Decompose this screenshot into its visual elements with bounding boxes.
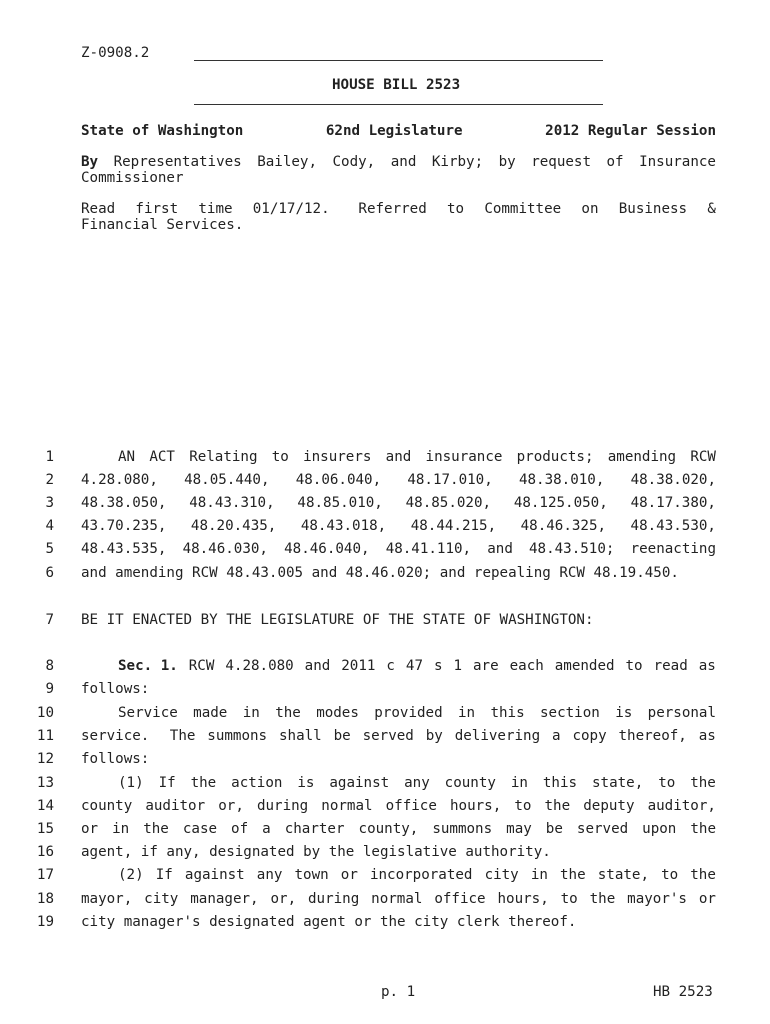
body-word: 48.38.020, [630,472,716,488]
document-id: Z-0908.2 [81,45,150,61]
body-word: to [658,775,676,791]
body-word: RCW [188,658,215,674]
body-word: office [385,798,437,814]
body-word: 48.17.010, [407,472,493,488]
read-word: time [198,201,233,217]
body-word: any [404,775,430,791]
body-word: county [81,798,133,814]
read-word: to [446,201,465,217]
body-word: (2) [118,867,144,883]
line-number: 16 [36,844,54,860]
body-word: RCW [690,449,716,465]
line-number: 4 [45,518,54,534]
body-line [81,821,716,837]
body-word: as [698,728,716,744]
body-word: 48.46.325, [520,518,607,534]
body-word: each [509,658,544,674]
footer-bill-ref: HB 2523 [653,984,713,1000]
body-word: against [329,775,390,791]
body-word: auditor, [647,798,716,814]
body-word: city [144,891,179,907]
read-word: Referred [349,201,427,217]
read-word: Committee [484,201,562,217]
body-word: city [484,867,519,883]
line-number: 9 [45,681,54,697]
body-word: 48.43.510; [529,541,615,557]
body-word: 48.125.050, [513,495,608,511]
session-header [81,123,716,139]
body-word: products; [516,449,594,465]
body-word: section [540,705,600,721]
body-word: AN [118,449,136,465]
body-word: hours, [497,891,549,907]
body-word: 48.46.030, [182,541,268,557]
body-word: Service [118,705,178,721]
body-word: the [544,798,571,814]
line-number: 11 [36,728,54,744]
sponsors-word: request [531,154,591,170]
body-word: c [386,658,395,674]
body-word: 48.44.215, [410,518,497,534]
body-word: a [262,821,271,837]
body-word: 48.43.530, [630,518,716,534]
body-word: 48.38.010, [518,472,605,488]
body-word: or [340,867,358,883]
body-line [81,518,716,534]
body-word: auditor [145,798,206,814]
body-word: amended [554,658,615,674]
body-word: any [256,867,283,883]
body-word: the [275,705,301,721]
body-word: or, [270,891,297,907]
read-first-time-line [81,201,716,217]
body-word: summons [207,728,268,744]
sponsors-word: by [498,154,516,170]
body-word: the [690,821,716,837]
body-word: to [661,867,679,883]
body-word: amending [607,449,677,465]
by-label: By [81,154,99,170]
body-word: state, [597,867,649,883]
read-word: on [581,201,599,217]
line-number: 19 [36,914,54,930]
body-word: office [434,891,486,907]
body-word: personal [647,705,716,721]
body-line [118,449,716,465]
body-line [118,705,716,721]
line-number: 14 [36,798,54,814]
read-word: 01/17/12. [252,201,330,217]
sponsors-word: Bailey, [257,154,318,170]
line-number: 15 [36,821,54,837]
body-line [118,867,716,883]
read-word: Read [81,201,116,217]
line-number: 8 [45,658,54,674]
body-word: county, [358,821,419,837]
body-word: provided [374,705,443,721]
body-word: the [690,867,716,883]
body-word: the [589,891,616,907]
sponsors-line-2: Commissioner [81,170,184,186]
body-word: may [506,821,532,837]
body-word: in [530,867,548,883]
body-word: reenacting [630,541,716,557]
body-word: be [545,821,563,837]
body-word: and [487,541,513,557]
body-word: hours, [449,798,502,814]
body-word: this [542,775,578,791]
body-word: 48.43.535, [81,541,167,557]
body-line-text: follows: [81,751,150,767]
body-word: If [155,867,173,883]
sponsors-word: Representatives [113,154,242,170]
body-word: summons [432,821,493,837]
body-word: service. [81,728,150,744]
body-word: 48.05.440, [184,472,270,488]
body-line [81,891,716,907]
body-word: during [256,798,309,814]
body-word: insurers [303,449,372,465]
body-word: in [242,705,260,721]
line-number: 2 [45,472,54,488]
body-word: or, [218,798,244,814]
body-word: served [362,728,414,744]
body-word: or [698,891,716,907]
body-word: modes [316,705,359,721]
body-word: 2011 [341,658,376,674]
line-number: 10 [36,705,54,721]
body-word: the [690,775,716,791]
body-word: 48.43.018, [300,518,387,534]
body-line [81,728,716,744]
read-word: Business [618,201,688,217]
sponsors-word: Cody, [332,154,376,170]
body-word: deputy [583,798,635,814]
body-word: to [271,449,289,465]
body-word: to [560,891,578,907]
read-word: & [707,201,716,217]
body-word: the [190,775,217,791]
body-word: action [231,775,283,791]
top-rule [194,60,603,61]
body-word: Relating [189,449,258,465]
body-word: made [193,705,228,721]
line-number: 17 [36,867,54,883]
body-word: this [490,705,525,721]
title-underline [194,104,603,105]
body-word: thereof, [618,728,687,744]
body-word: state, [592,775,644,791]
body-word: in [510,775,528,791]
body-word: the [560,867,586,883]
body-word: and [385,449,412,465]
body-word: 43.70.235, [81,518,167,534]
body-word: 4.28.080, [81,472,158,488]
read-word: first [135,201,179,217]
body-word: normal [371,891,423,907]
body-word: 48.20.435, [190,518,277,534]
line-number: 18 [36,891,54,907]
body-line [81,798,716,814]
body-word: 48.06.040, [295,472,382,488]
line-number: 6 [45,565,54,581]
body-word: upon [642,821,677,837]
body-word: served [576,821,629,837]
body-word: town [294,867,329,883]
body-word: mayor, [81,891,133,907]
body-word: to [625,658,643,674]
body-word: 1 [453,658,463,674]
body-word: and [304,658,331,674]
state-label: State of Washington [81,123,244,139]
session-label: 2012 Regular Session [545,123,716,139]
body-word: the [143,821,169,837]
legislature-label: 62nd Legislature [325,123,463,139]
body-line-text: follows: [81,681,150,697]
body-word: a [552,728,561,744]
body-line-text: and amending RCW 48.43.005 and 48.46.020; and repealing RCW 48.19.450. [81,565,679,581]
line-number: 3 [45,495,54,511]
bill-title: HOUSE BILL 2523 [332,77,461,93]
line-number: 12 [36,751,54,767]
read-first-time-line-2: Financial Services. [81,217,244,233]
sponsors-word: Kirby; [431,154,484,170]
body-word: as [698,658,716,674]
body-line [81,495,716,511]
body-word: s [433,658,443,674]
body-word: The [161,728,196,744]
body-line [81,541,716,557]
sponsors-word: of [606,154,624,170]
line-number: 1 [45,449,54,465]
body-word: 48.41.110, [385,541,472,557]
body-word: ACT [149,449,175,465]
sponsors-word: Insurance [639,154,716,170]
body-word: charter [284,821,345,837]
body-line-text: BE IT ENACTED BY THE LEGISLATURE OF THE STATE OF WASHINGTON: [81,612,594,628]
body-word: or [81,821,99,837]
line-number: 7 [45,612,54,628]
body-word: insurance [425,449,503,465]
body-word: 48.46.040, [284,541,370,557]
sponsors-word: and [390,154,417,170]
body-word: in [458,705,476,721]
body-word: 48.17.380, [630,495,716,511]
body-word: mayor's [627,891,687,907]
body-word: county [444,775,496,791]
body-word: manager, [190,891,259,907]
body-word: during [308,891,360,907]
page-number: p. 1 [381,984,416,1000]
body-line-text: city manager's designated agent or the city clerk thereof. [81,914,577,930]
body-word: 48.43.310, [189,495,275,511]
body-line [81,472,716,488]
body-word: of [231,821,249,837]
body-word: If [158,775,176,791]
body-word: 48.38.050, [81,495,167,511]
body-word: 4.28.080 [225,658,294,674]
body-word: are [473,658,499,674]
body-word: incorporated [369,867,473,883]
body-line [118,658,716,674]
body-word: read [653,658,688,674]
body-word: 48.85.010, [297,495,383,511]
body-word: is [297,775,315,791]
section-label: Sec. 1. [118,658,178,674]
body-word: normal [321,798,373,814]
body-word: 48.85.020, [405,495,492,511]
body-word: to [514,798,532,814]
body-word: is [615,705,633,721]
sponsors-line [81,154,716,170]
body-word: in [112,821,130,837]
body-word: shall [278,728,322,744]
line-number: 5 [45,541,54,557]
body-word: copy [572,728,607,744]
body-word: against [184,867,245,883]
body-line-text: agent, if any, designated by the legislative authority. [81,844,551,860]
body-line [118,775,716,791]
body-word: 47 [405,658,424,674]
body-word: (1) [118,775,144,791]
body-word: delivering [454,728,541,744]
body-word: case [182,821,218,837]
line-number: 13 [36,775,54,791]
body-word: be [333,728,351,744]
body-word: by [425,728,443,744]
